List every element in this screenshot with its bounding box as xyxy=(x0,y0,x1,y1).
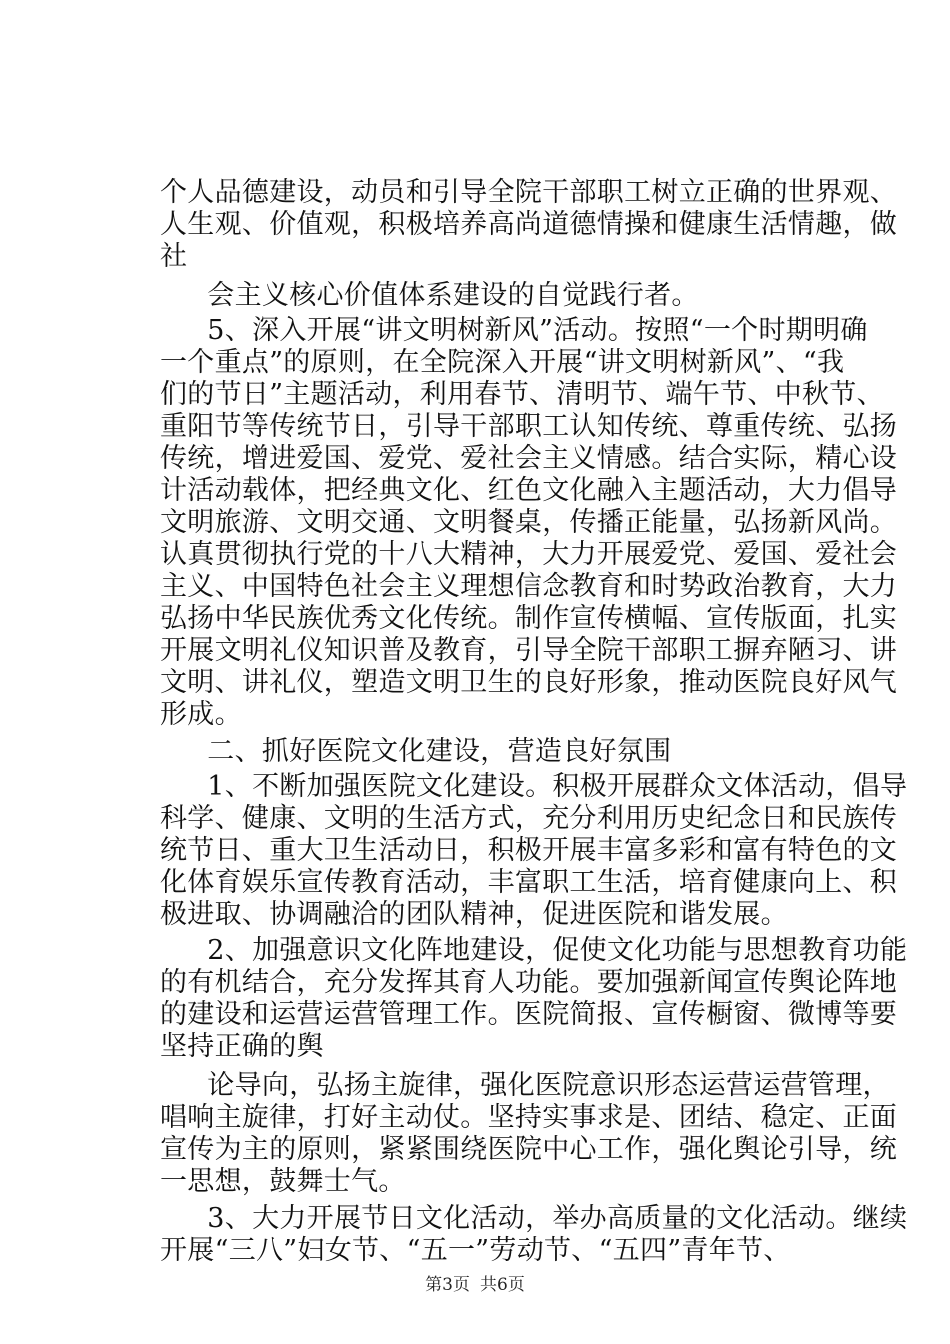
text-line: 一思想，鼓舞士气。 xyxy=(160,1166,406,1197)
text-line: 传统，增进爱国、爱党、爱社会主义情感。结合实际，精心设 xyxy=(160,443,898,474)
text-line: 宣传为主的原则，紧紧围绕医院中心工作，强化舆论引导，统 xyxy=(160,1134,898,1165)
text-line: 统节日、重大卫生活动日，积极开展丰富多彩和富有特色的文 xyxy=(160,835,898,866)
text-line: 弘扬中华民族优秀文化传统。制作宣传横幅、宣传版面，扎实 xyxy=(160,603,898,634)
page-number: 第3页 xyxy=(425,1275,470,1295)
text-line: 形成。 xyxy=(160,699,242,730)
text-line: 化体育娱乐宣传教育活动，丰富职工生活，培育健康向上、积 xyxy=(160,867,898,898)
text-line: 文明、讲礼仪，塑造文明卫生的良好形象，推动医院良好风气 xyxy=(160,667,898,698)
text-line: 开展文明礼仪知识普及教育，引导全院干部职工摒弃陋习、讲 xyxy=(160,635,898,666)
section-heading: 二、抓好医院文化建设，营造良好氛围 xyxy=(180,736,672,767)
text-line: 人生观、价值观，积极培养高尚道德情操和健康生活情趣，做 xyxy=(160,209,898,240)
text-line: 个人品德建设，动员和引导全院干部职工树立正确的世界观、 xyxy=(160,177,898,208)
text-line: 科学、健康、文明的生活方式，充分利用历史纪念日和民族传 xyxy=(160,803,898,834)
text-line: 的建设和运营运营管理工作。医院简报、宣传橱窗、微博等要 xyxy=(160,999,898,1030)
text-line: 1、不断加强医院文化建设。积极开展群众文体活动，倡导 xyxy=(180,771,908,802)
text-line: 极进取、协调融洽的团队精神，促进医院和谐发展。 xyxy=(160,899,788,930)
text-line: 5、深入开展“讲文明树新风”活动。按照“一个时期明确 xyxy=(180,315,868,346)
text-line: 重阳节等传统节日，引导干部职工认知传统、尊重传统、弘扬 xyxy=(160,411,898,442)
text-line: 唱响主旋律，打好主动仗。坚持实事求是、团结、稳定、正面 xyxy=(160,1102,898,1133)
text-line: 认真贯彻执行党的十八大精神，大力开展爱党、爱国、爱社会 xyxy=(160,539,898,570)
text-line: 计活动载体，把经典文化、红色文化融入主题活动，大力倡导 xyxy=(160,475,898,506)
text-line: 的有机结合，充分发挥其育人功能。要加强新闻宣传舆论阵地 xyxy=(160,967,898,998)
page-footer xyxy=(0,1270,950,1295)
text-line: 2、加强意识文化阵地建设，促使文化功能与思想教育功能 xyxy=(180,935,908,966)
text-line: 3、大力开展节日文化活动，举办高质量的文化活动。继续 xyxy=(180,1203,908,1234)
text-line: 们的节日”主题活动，利用春节、清明节、端午节、中秋节、 xyxy=(160,379,884,410)
text-line: 坚持正确的舆 xyxy=(160,1031,324,1062)
text-line: 文明旅游、文明交通、文明餐桌，传播正能量，弘扬新风尚。 xyxy=(160,507,898,538)
text-line: 社 xyxy=(160,241,188,272)
text-line: 论导向，弘扬主旋律，强化医院意识形态运营运营管理， xyxy=(180,1070,890,1101)
text-line: 一个重点”的原则，在全院深入开展“讲文明树新风”、“我 xyxy=(160,347,845,378)
text-line: 主义、中国特色社会主义理想信念教育和时势政治教育，大力 xyxy=(160,571,898,602)
text-line: 开展“三八”妇女节、“五一”劳动节、“五四”青年节、 xyxy=(160,1235,791,1266)
text-line: 会主义核心价值体系建设的自觉践行者。 xyxy=(180,280,699,311)
page-total: 共6页 xyxy=(480,1275,525,1295)
